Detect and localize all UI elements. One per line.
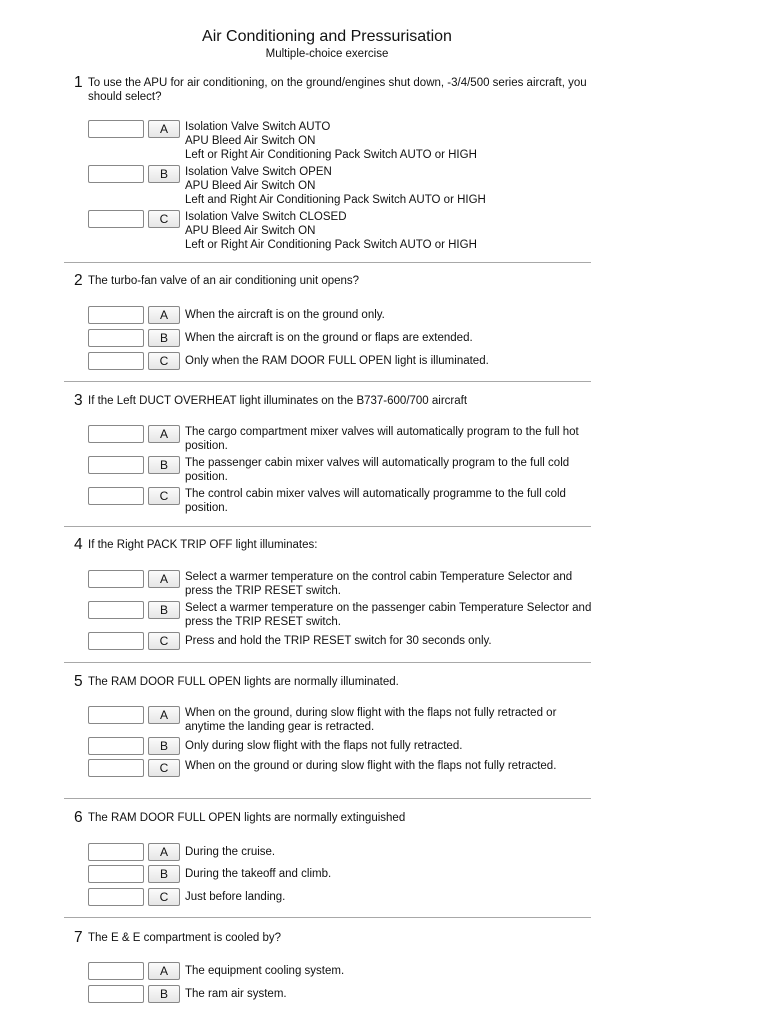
option-text: During the cruise. <box>185 846 276 858</box>
option-text: When on the ground or during slow flight with the flaps not fully retracted. <box>185 760 557 772</box>
answer-box[interactable] <box>88 306 144 324</box>
option-c-button[interactable]: C <box>148 352 180 370</box>
question-text: To use the APU for air conditioning, on the ground/engines shut down, -3/4/500 series aircraft, you should select? <box>88 77 587 103</box>
option-c-button[interactable]: C <box>148 759 180 777</box>
option-line: Left and Right Air Conditioning Pack Switch AUTO or HIGH <box>185 194 486 206</box>
option-a-button[interactable]: A <box>148 120 180 138</box>
option-b-button[interactable]: B <box>148 165 180 183</box>
option-text <box>185 165 595 207</box>
question-number: 3 <box>74 392 83 409</box>
answer-box[interactable] <box>88 425 144 443</box>
option-a-button[interactable]: A <box>148 843 180 861</box>
option-b-button[interactable]: B <box>148 456 180 474</box>
question-text: The RAM DOOR FULL OPEN lights are normally extinguished <box>88 812 406 824</box>
option-b-button[interactable]: B <box>148 985 180 1003</box>
option-line: Left or Right Air Conditioning Pack Switch AUTO or HIGH <box>185 149 477 161</box>
answer-box[interactable] <box>88 985 144 1003</box>
answer-box[interactable] <box>88 962 144 980</box>
option-c-button[interactable]: C <box>148 888 180 906</box>
answer-box[interactable] <box>88 352 144 370</box>
option-text: The equipment cooling system. <box>185 965 345 977</box>
option-a-button[interactable]: A <box>148 306 180 324</box>
answer-box[interactable] <box>88 601 144 619</box>
option-text: Only during slow flight with the flaps not fully retracted. <box>185 740 463 752</box>
answer-box[interactable] <box>88 165 144 183</box>
question-text: The RAM DOOR FULL OPEN lights are normally illuminated. <box>88 676 399 688</box>
option-text: The cargo compartment mixer valves will automatically program to the full hot position. <box>185 426 579 452</box>
page-subtitle: Multiple-choice exercise <box>265 48 389 60</box>
option-b-button[interactable]: B <box>148 865 180 883</box>
option-a-button[interactable]: A <box>148 570 180 588</box>
question-number: 5 <box>74 673 83 690</box>
option-line: Isolation Valve Switch CLOSED <box>185 211 347 223</box>
option-line: Isolation Valve Switch AUTO <box>185 121 331 133</box>
option-line: APU Bleed Air Switch ON <box>185 135 316 147</box>
question-divider <box>64 262 591 263</box>
answer-box[interactable] <box>88 570 144 588</box>
option-text: Select a warmer temperature on the control cabin Temperature Selector and press the TRIP RESET switch. <box>185 571 573 597</box>
question-divider <box>64 917 591 918</box>
question-text: The turbo-fan valve of an air conditioning unit opens? <box>88 275 360 287</box>
answer-box[interactable] <box>88 865 144 883</box>
option-text: Press and hold the TRIP RESET switch for 30 seconds only. <box>185 635 492 647</box>
question-divider <box>64 526 591 527</box>
question-number: 2 <box>74 272 83 289</box>
answer-box[interactable] <box>88 706 144 724</box>
option-c-button[interactable]: C <box>148 487 180 505</box>
option-line: APU Bleed Air Switch ON <box>185 180 316 192</box>
answer-box[interactable] <box>88 329 144 347</box>
question-divider <box>64 381 591 382</box>
option-a-button[interactable]: A <box>148 962 180 980</box>
option-line: APU Bleed Air Switch ON <box>185 225 316 237</box>
question-divider <box>64 662 591 663</box>
answer-box[interactable] <box>88 632 144 650</box>
question-text: If the Left DUCT OVERHEAT light illuminates on the B737-600/700 aircraft <box>88 395 468 407</box>
option-text: During the takeoff and climb. <box>185 868 332 880</box>
answer-box[interactable] <box>88 487 144 505</box>
answer-box[interactable] <box>88 759 144 777</box>
answer-box[interactable] <box>88 120 144 138</box>
option-text <box>185 120 595 162</box>
question-number: 1 <box>74 74 83 91</box>
question-number: 7 <box>74 929 83 946</box>
option-text: The ram air system. <box>185 988 287 1000</box>
option-c-button[interactable]: C <box>148 632 180 650</box>
answer-box[interactable] <box>88 456 144 474</box>
option-b-button[interactable]: B <box>148 737 180 755</box>
question-text: The E & E compartment is cooled by? <box>88 932 282 944</box>
option-text: The control cabin mixer valves will automatically programme to the full cold position. <box>185 488 566 514</box>
answer-box[interactable] <box>88 843 144 861</box>
option-text: When on the ground, during slow flight with the flaps not fully retracted or anytime the landing gear is retracted. <box>185 707 557 733</box>
option-a-button[interactable]: A <box>148 706 180 724</box>
question-number: 6 <box>74 809 83 826</box>
option-text: Select a warmer temperature on the passenger cabin Temperature Selector and press the TRIP RESET switch. <box>185 602 592 628</box>
answer-box[interactable] <box>88 888 144 906</box>
option-line: Left or Right Air Conditioning Pack Switch AUTO or HIGH <box>185 239 477 251</box>
option-b-button[interactable]: B <box>148 329 180 347</box>
option-text: Just before landing. <box>185 891 286 903</box>
option-b-button[interactable]: B <box>148 601 180 619</box>
answer-box[interactable] <box>88 210 144 228</box>
page-title: Air Conditioning and Pressurisation <box>202 28 452 45</box>
option-a-button[interactable]: A <box>148 425 180 443</box>
option-text: The passenger cabin mixer valves will automatically program to the full cold position. <box>185 457 570 483</box>
option-text: When the aircraft is on the ground only. <box>185 309 385 321</box>
option-c-button[interactable]: C <box>148 210 180 228</box>
question-text: If the Right PACK TRIP OFF light illuminates: <box>88 539 318 551</box>
question-number: 4 <box>74 536 83 553</box>
option-line: Isolation Valve Switch OPEN <box>185 166 332 178</box>
option-text <box>185 210 595 252</box>
question-divider <box>64 798 591 799</box>
answer-box[interactable] <box>88 737 144 755</box>
option-text: When the aircraft is on the ground or flaps are extended. <box>185 332 473 344</box>
option-text: Only when the RAM DOOR FULL OPEN light is illuminated. <box>185 355 489 367</box>
